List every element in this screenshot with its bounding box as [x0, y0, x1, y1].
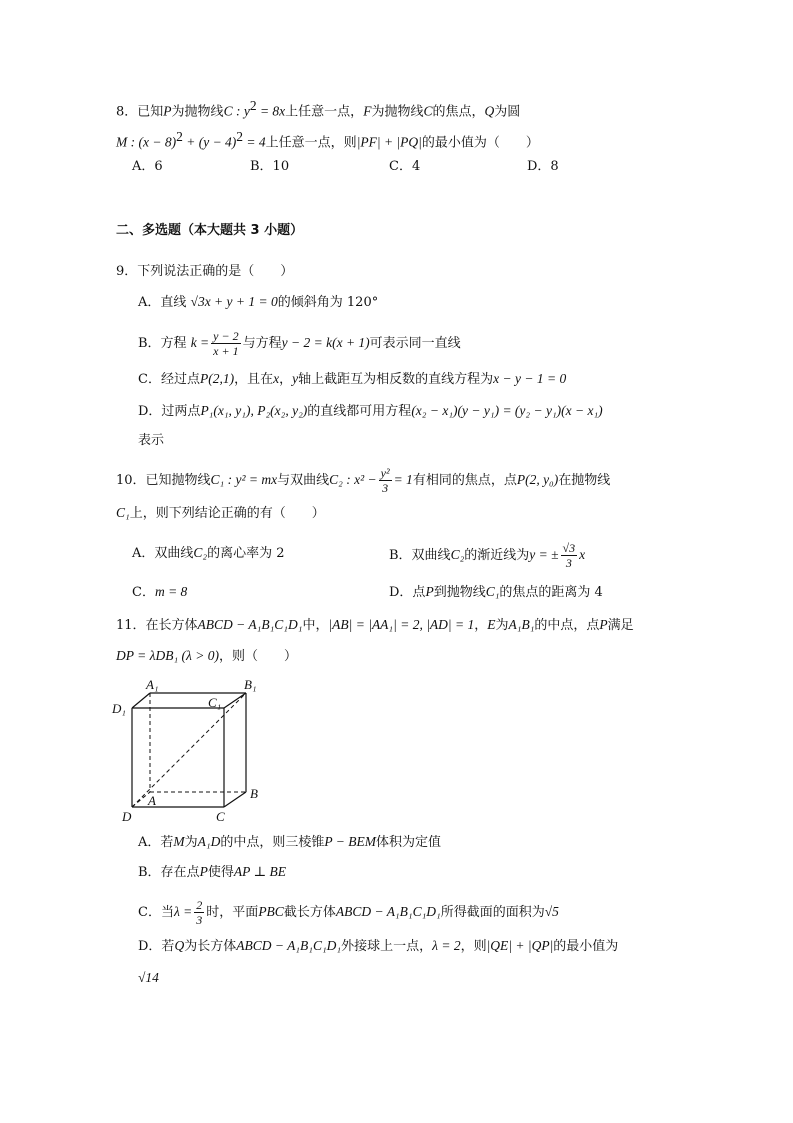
q11-option-d: D．若Q为长方体ABCD − A₁B₁C₁D₁外接球上一点，λ = 2，则|QE| + |QP|的最小值为: [138, 938, 619, 954]
q11-option-c: C．当λ = $\frac{2}{3}$ 时，平面PBC截长方体ABCD − A₁B₁C₁D₁所得截面的面积为√5: [138, 898, 559, 927]
q10-stem-line2: C₁上，则下列结论正确的有（ ）: [116, 505, 325, 521]
q8-option-b: B．10: [250, 159, 290, 174]
q8-option-a: A．6: [132, 159, 163, 174]
q9-option-a: A．直线 √3x + y + 1 = 0的倾斜角为 120°: [138, 294, 379, 310]
label-b: B: [250, 786, 258, 801]
cuboid-figure: [110, 675, 270, 825]
edge-cb: [224, 792, 246, 807]
q11-option-d-line2: √14: [138, 970, 159, 985]
q10-option-b: B．双曲线C₂的渐近线为y = ± $\frac{√3}{3}$ x: [389, 541, 586, 570]
label-c: C: [216, 809, 225, 824]
label-d: D: [122, 809, 132, 824]
label-a1: A₁: [146, 677, 159, 692]
q8-option-d: D．8: [527, 159, 559, 174]
label-d1: D₁: [112, 701, 126, 716]
q11-option-b: B．存在点P使得AP ⊥ BE: [138, 864, 287, 880]
edge-d1a1: [132, 693, 150, 708]
diagonal-db1: [132, 693, 246, 807]
q10-option-c: C．m = 8: [132, 584, 188, 600]
q11-stem-line2: DP = λDB₁ (λ > 0)，则（ ）: [116, 648, 297, 664]
q11-stem: 11．在长方体ABCD − A₁B₁C₁D₁中，|AB| = |AA₁| = 2, |AD| = 1，E为A₁B₁的中点，点P满足: [116, 617, 634, 633]
q9-option-b: B．方程 k = $\frac{y - 2}{x + 1}$ 与方程y − 2 = k(x + 1)可表示同一直线: [138, 329, 461, 358]
q8-option-c: C．4: [389, 159, 421, 174]
q10-option-a: A．双曲线C₂的离心率为 2: [132, 545, 285, 561]
q10-option-d: D．点P到抛物线C₁的焦点的距离为 4: [389, 584, 603, 600]
label-b1: B₁: [244, 677, 257, 692]
section-title: 二、多选题（本大题共 3 小题）: [116, 223, 304, 238]
q9-stem: 9．下列说法正确的是（ ）: [116, 264, 294, 279]
q9-option-d: D．过两点P₁(x₁, y₁), P₂(x₂, y₂)的直线都可用方程(x₂ − x₁)(y − y₁) = (y₂ − y₁)(x − x₁): [138, 403, 603, 419]
q9-option-d-line2: 表示: [138, 433, 165, 448]
label-c1: C₁: [208, 695, 222, 710]
q11-option-a: A．若M为A₁D的中点，则三棱锥P − BEM体积为定值: [138, 834, 441, 850]
q9-option-c: C．经过点P(2,1)，且在x，y轴上截距互为相反数的直线方程为x − y − 1 = 0: [138, 371, 567, 387]
label-a: A: [148, 793, 156, 808]
q8-stem-line2: M : $(x - 8)^2 + (y - 4)^2 = 4$上任意一点，则|PF| + |PQ|的最小值为（ ）: [116, 129, 539, 151]
q10-stem: 10．已知抛物线C₁ : y² = mx与双曲线C₂ : x² − $\frac{\text{y²}}{3}$ = 1有相同的焦点，点P(2, y₀)在抛物线: [116, 466, 611, 495]
edge-c1b1: [224, 693, 246, 708]
q8-stem: 8．已知P为抛物线C : $y^2 = 8x$上任意一点，F为抛物线C的焦点，Q为圆: [116, 98, 521, 120]
